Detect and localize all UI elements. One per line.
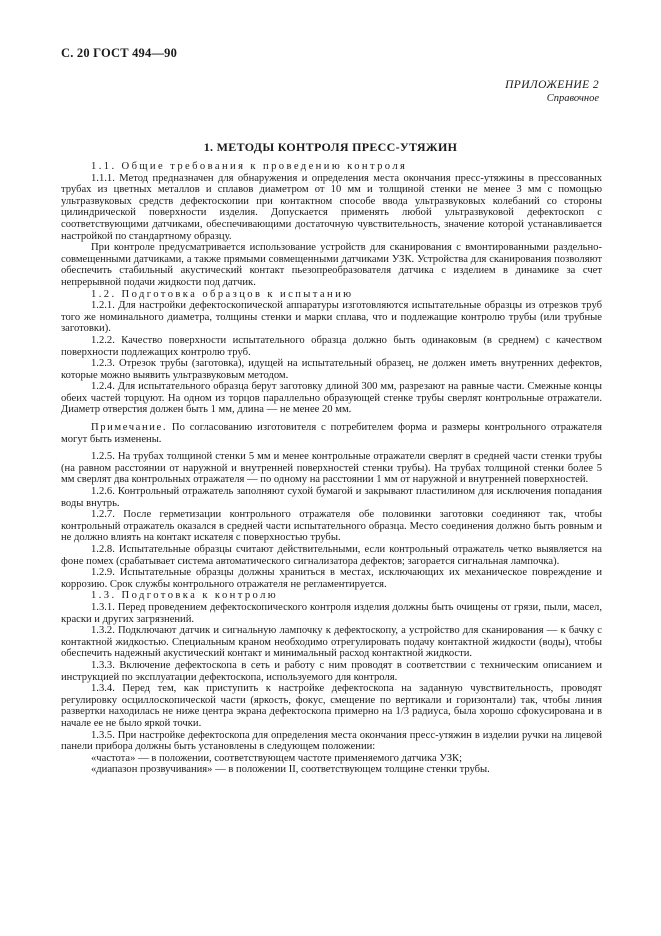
- paragraph-1-1-1: 1.1.1. Метод предназначен для обнаружения и определения места окончания пресс-утяжины в прессованных трубах из цветных металлов и сплавов диаметром от 10 мм и толщиной стенки не менее 3 мм с помощью ультразвуковых средств дефектоскопии при контактном способе ввода ультразвуковых колебаний со стороны цилиндрической поверхности изделия. Допускается применять любой ультразвуковой дефектоскоп с соответствующими датчиками, обеспечивающими достаточную чувствительность, значение которой устанавливается настройкой по стандартному образцу.: [61, 172, 602, 242]
- paragraph-1-2-6: 1.2.6. Контрольный отражатель заполняют сухой бумагой и закрывают пластилином для исключения попадания воды внутрь.: [61, 486, 602, 509]
- appendix-label: [505, 79, 599, 105]
- document-body: [61, 161, 602, 776]
- paragraph-1-3-3: 1.3.3. Включение дефектоскопа в сеть и работу с ним проводят в соответствии с техническим описанием и инструкцией по эксплуатации дефектоскопа, используемого для контроля.: [61, 659, 602, 683]
- paragraph-1-2-7: 1.2.7. После герметизации контрольного отражателя обе половинки заготовки соединяют так, чтобы контрольный отражатель оказался в средней части испытательного образца. Место соединения должно быть ровным и не должно влиять на контакт искателя с поверхностью трубы.: [61, 509, 602, 544]
- note-text: По согласованию изготовителя с потребителем форма и размеры контрольного отражателя могут быть изменены.: [61, 422, 602, 445]
- list-item-range: «диапазон прозвучивания» — в положении II, соответствующем толщине стенки трубы.: [91, 764, 490, 776]
- subsection-heading-1-3: 1.3. Подготовка к контролю: [91, 590, 279, 602]
- note: [61, 422, 602, 445]
- paragraph-1-3-4: 1.3.4. Перед тем, как приступить к настройке дефектоскопа на заданную чувствительность, проводят регулировку осциллоскопической части (яркость, фокус, смещение по вертикали и горизонтали) так, чтобы линия развертки находилась не ниже центра экрана дефектоскопа примерно на 1/3 радиуса, была хорошо сфокусирована и в начале ее не было яркой точки.: [61, 683, 602, 729]
- list-item-frequency: «частота» — в положении, соответствующем частоте применяемого датчика УЗК;: [91, 752, 463, 764]
- paragraph-1-2-4: 1.2.4. Для испытательного образца берут заготовку длиной 300 мм, разрезают на равные части. Смежные концы обеих частей торцуют. На одном из торцов параллельно образующей стенке трубы сверлят контрольные отражатели. Диаметр отверстия должен быть 1 мм, длина — не менее 20 мм.: [61, 381, 602, 416]
- appendix-title: ПРИЛОЖЕНИЕ 2: [505, 79, 599, 91]
- paragraph-1-2-3: 1.2.3. Отрезок трубы (заготовка), идущей на испытательный образец, не должен иметь внутренних дефектов, которые можно выявить ультразвуковым методом.: [61, 358, 602, 381]
- note-label: Примечание.: [91, 422, 168, 434]
- paragraph-1-2-1: 1.2.1. Для настройки дефектоскопической аппаратуры изготовляются испытательные образцы из отрезков труб того же номинального диаметра, толщины стенки и марки сплава, что и подлежащие контролю трубы (или трубные заготовки).: [61, 300, 602, 335]
- paragraph-1-1-1-cont: При контроле предусматривается использование устройств для сканирования с вмонтированными раздельно-совмещенными датчиками, а также прямыми совмещенными датчиками УЗК. Устройства для сканирования позволяют обеспечить стабильный акустический контакт пьезопреобразователя датчика с изделием в динамике за счет непрерывной подачи жидкости под датчик.: [61, 242, 602, 288]
- paragraph-1-2-9: 1.2.9. Испытательные образцы должны храниться в местах, исключающих их механическое повреждение и коррозию. Срок службы контрольного отражателя не регламентируется.: [61, 567, 602, 590]
- paragraph-1-3-2: 1.3.2. Подключают датчик и сигнальную лампочку к дефектоскопу, а устройство для сканирования — к бачку с контактной жидкостью. Специальным краном необходимо отрегулировать подачу контактной жидкости (воды), чтобы обеспечить надежный акустический контакт и минимальный расход контактной жидкости.: [61, 625, 602, 660]
- section-title: 1. МЕТОДЫ КОНТРОЛЯ ПРЕСС-УТЯЖИН: [203, 140, 458, 154]
- subsection-heading-1-1: 1.1. Общие требования к проведению контроля: [91, 161, 408, 172]
- paragraph-1-3-1: 1.3.1. Перед проведением дефектоскопического контроля изделия должны быть очищены от грязи, пыли, масел, краски и других загрязнений.: [61, 601, 602, 625]
- subsection-heading-1-2: 1.2. Подготовка образцов к испытанию: [91, 288, 354, 300]
- paragraph-1-2-5: 1.2.5. На трубах толщиной стенки 5 мм и менее контрольные отражатели сверлят в средней части стенки трубы (на равном расстоянии от наружной и внутренней поверхностей стенки трубы). На трубах толщиной стенки более 5 мм сверлят два контрольных отражателя — по одному на расстоянии 1 мм от наружной и внутренней поверхностей.: [61, 451, 602, 486]
- appendix-subtitle: Справочное: [546, 93, 599, 104]
- paragraph-1-2-8: 1.2.8. Испытательные образцы считают действительными, если контрольный отражатель четко выявляется на фоне помех (срабатывает система автоматического сигнализатора дефектов; загорается сигнальная лампочка).: [61, 544, 602, 567]
- paragraph-1-3-5: 1.3.5. При настройке дефектоскопа для определения места окончания пресс-утяжин в изделии ручки на лицевой панели прибора должны быть установлены в следующем положении:: [61, 729, 602, 753]
- paragraph-1-2-2: 1.2.2. Качество поверхности испытательного образца должно быть одинаковым (в среднем) с качеством поверхности подлежащих контролю труб.: [61, 334, 602, 358]
- page-header: С. 20 ГОСТ 494—90: [61, 46, 178, 60]
